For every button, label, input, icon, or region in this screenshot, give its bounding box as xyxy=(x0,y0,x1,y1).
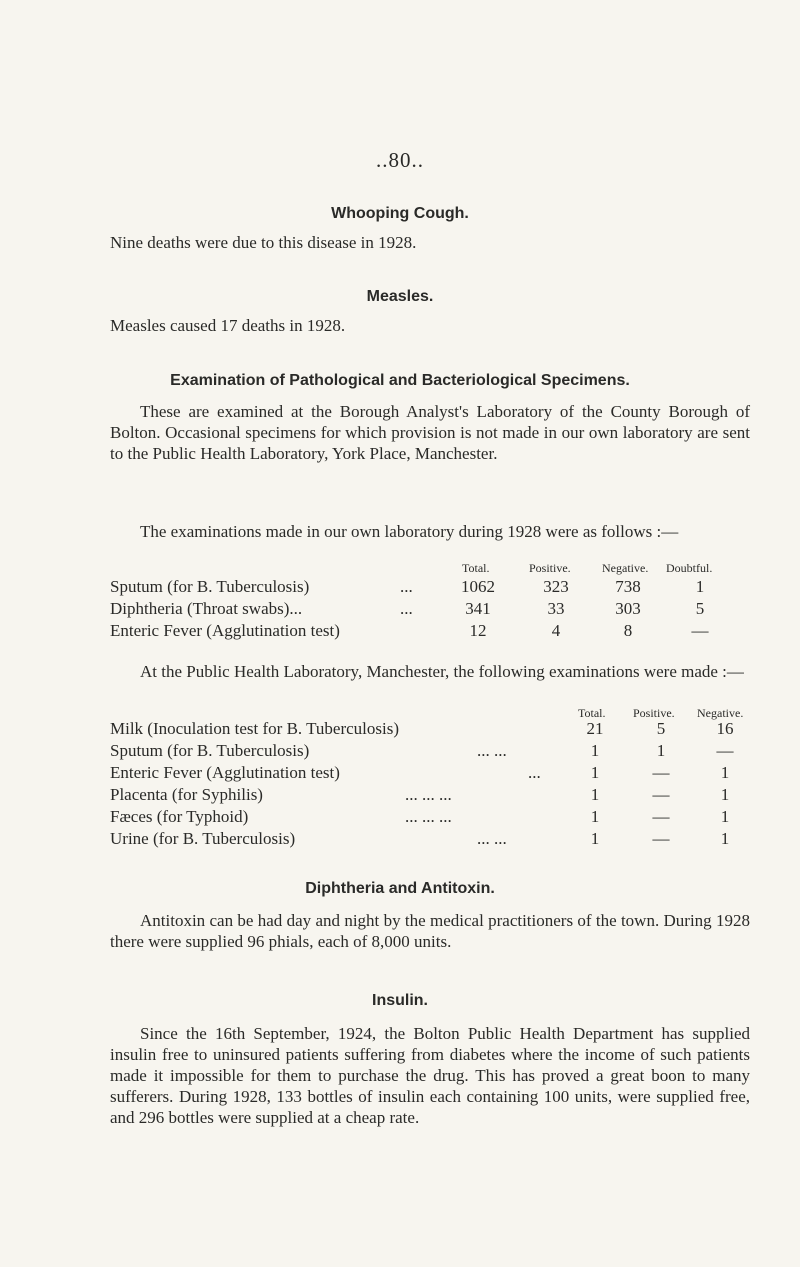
table-row xyxy=(0,785,800,807)
column-header-total: Total. xyxy=(578,706,606,720)
row-label: Sputum (for B. Tuberculosis) xyxy=(110,741,310,760)
cell-negative: 1 xyxy=(720,829,730,848)
cell-negative: 1 xyxy=(720,807,730,826)
row-label: Fæces (for Typhoid) xyxy=(110,807,249,826)
cell-positive: — xyxy=(652,829,670,848)
cell-total: 1 xyxy=(590,763,600,782)
whooping-cough-heading: Whooping Cough. xyxy=(331,205,469,222)
cell-negative: 738 xyxy=(615,577,641,596)
cell-positive: 323 xyxy=(543,577,569,596)
cell-positive: 1 xyxy=(656,741,666,760)
cell-positive: — xyxy=(652,807,670,826)
insulin-heading: Insulin. xyxy=(372,992,428,1009)
table-row xyxy=(0,599,800,621)
table-row xyxy=(0,763,800,785)
row-label: Sputum (for B. Tuberculosis) xyxy=(110,577,310,596)
measles-text: Measles caused 17 deaths in 1928. xyxy=(110,316,346,335)
cell-total: 1 xyxy=(590,741,600,760)
table-row xyxy=(0,719,800,741)
row-leader: ... ... ... xyxy=(405,785,452,804)
table-row xyxy=(0,577,800,599)
row-label: Enteric Fever (Agglutination test) xyxy=(110,763,340,782)
column-header-total: Total. xyxy=(462,561,490,575)
manchester-intro: At the Public Health Laboratory, Manchester, the following examinations were made :— xyxy=(140,662,744,681)
cell-doubtful: — xyxy=(691,621,709,640)
cell-negative: 1 xyxy=(720,785,730,804)
cell-doubtful: 1 xyxy=(695,577,705,596)
insulin-text: Since the 16th September, 1924, the Bolton Public Health Department has supplied insulin free to uninsured patients suffering from diabetes where the income of such patients made it impossible for them to purchase the drug. This has proved a great boon to many sufferers. During 1928, 133 bottles of insulin each containing 100 units, were supplied free, and 296 bottles were supplied at a cheap rate. xyxy=(110,1024,750,1127)
examination-paragraph: These are examined at the Borough Analyst's Laboratory of the County Borough of Bolton. Occasional specimens for which provision is not made in our own laboratory are sent to the Public Health Laboratory, York Place, Manchester. xyxy=(110,402,750,463)
row-label: Placenta (for Syphilis) xyxy=(110,785,263,804)
cell-total: 12 xyxy=(469,621,487,640)
cell-positive: 33 xyxy=(547,599,565,618)
cell-total: 1 xyxy=(590,785,600,804)
cell-total: 1 xyxy=(590,829,600,848)
examination-heading: Examination of Pathological and Bacteriological Specimens. xyxy=(170,372,630,389)
table-row xyxy=(0,621,800,643)
page-number: ..80.. xyxy=(376,148,424,172)
row-leader: ... ... ... xyxy=(405,807,452,826)
cell-total: 1062 xyxy=(461,577,495,596)
cell-total: 1 xyxy=(590,807,600,826)
cell-total: 341 xyxy=(465,599,491,618)
cell-negative: 16 xyxy=(716,719,734,738)
column-header-positive: Positive. xyxy=(633,706,675,720)
cell-negative: 303 xyxy=(615,599,641,618)
diphtheria-heading: Diphtheria and Antitoxin. xyxy=(305,880,495,897)
row-leader: ... xyxy=(400,577,413,596)
cell-doubtful: 5 xyxy=(695,599,705,618)
row-leader: ... ... xyxy=(477,829,507,848)
cell-negative: — xyxy=(716,741,734,760)
column-header-positive: Positive. xyxy=(529,561,571,575)
table-row xyxy=(0,741,800,763)
cell-positive: 4 xyxy=(551,621,561,640)
cell-total: 21 xyxy=(586,719,604,738)
row-label: Urine (for B. Tuberculosis) xyxy=(110,829,296,848)
row-leader: ... xyxy=(400,599,413,618)
cell-positive: — xyxy=(652,763,670,782)
cell-positive: — xyxy=(652,785,670,804)
table-row xyxy=(0,807,800,829)
column-header-negative: Negative. xyxy=(697,706,744,720)
column-header-negative: Negative. xyxy=(602,561,649,575)
diphtheria-text: Antitoxin can be had day and night by the medical practitioners of the town. During 1928 there were supplied 96 phials, each of 8,000 units. xyxy=(110,911,750,951)
row-label: Enteric Fever (Agglutination test) xyxy=(110,621,340,640)
cell-negative: 8 xyxy=(623,621,633,640)
cell-positive: 5 xyxy=(656,719,666,738)
row-label: Diphtheria (Throat swabs)... xyxy=(110,599,303,618)
own-lab-intro: The examinations made in our own laboratory during 1928 were as follows :— xyxy=(140,522,679,541)
table-row xyxy=(0,829,800,851)
row-label: Milk (Inoculation test for B. Tuberculosis) xyxy=(110,719,399,738)
whooping-cough-text: Nine deaths were due to this disease in 1928. xyxy=(110,233,417,252)
row-leader: ... xyxy=(528,763,541,782)
column-header-doubtful: Doubtful. xyxy=(666,561,713,575)
row-leader: ... ... xyxy=(477,741,507,760)
measles-heading: Measles. xyxy=(366,288,434,305)
cell-negative: 1 xyxy=(720,763,730,782)
